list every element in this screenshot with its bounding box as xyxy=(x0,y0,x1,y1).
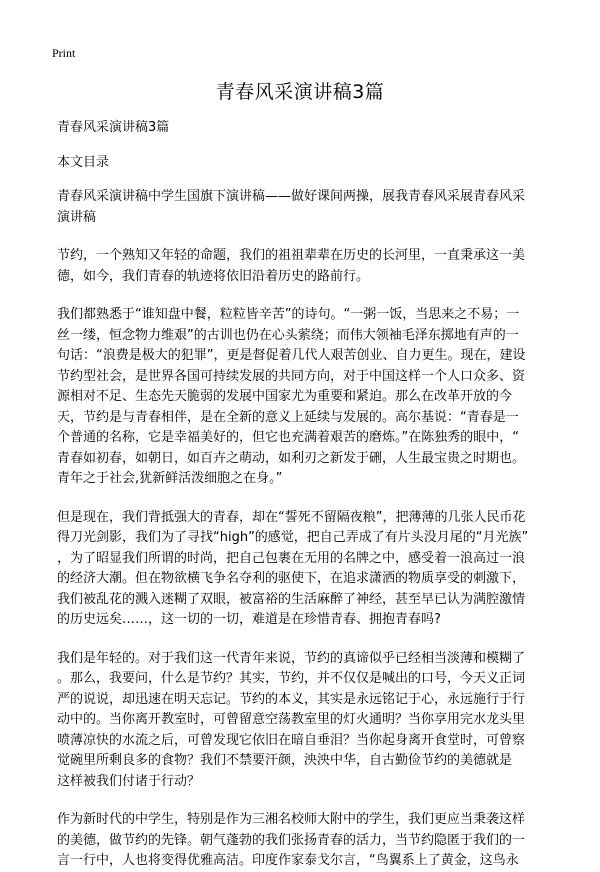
text-line: ，为了昭显我们所谓的时尚，把自己包裹在无用的名牌之中，感受着一浪高过一浪 xyxy=(57,550,526,566)
text-line: 节约型社会，是世界各国可持续发展的共同方向，对于中国这样一个人口众多、资 xyxy=(57,368,526,384)
text-line: 我们都熟悉于“谁知盘中餐，粒粒皆辛苦”的诗句。“一粥一饭，当思来之不易；一 xyxy=(57,307,520,322)
text-line: 我们被乱花的溅入迷糊了双眼，被富裕的生活麻醉了神经，甚至早已认为满腔激情 xyxy=(57,591,526,607)
text-line: 青年之于社会,犹新鲜活泼细胞之在身。” xyxy=(57,471,283,486)
text-line: 我们是年轻的。对于我们这一代青年来说，节约的真谛似乎已经相当淡薄和模糊了 xyxy=(57,650,526,666)
text-line: 源相对不足、生态先天脆弱的发展中国家尤为重要和紧迫。那么在改革开放的今 xyxy=(57,389,513,404)
text-line: 言一行中，人也将变得优雅高洁。印度作家泰戈尔言，“鸟翼系上了黄金，这鸟永 xyxy=(57,853,519,868)
paragraph-4 xyxy=(57,649,543,793)
document-body xyxy=(57,118,543,872)
paragraph-2 xyxy=(57,305,543,490)
text-line: 丝一缕，恒念物力维艰”的古训也仍在心头萦绕；而伟大领袖毛泽东掷地有声的一 xyxy=(57,327,519,343)
toc-entry-line: 演讲稿 xyxy=(57,209,97,225)
text-line: 青春如初春，如朝日，如百卉之萌动，如利刃之新发于硎，人生最宝贵之时期也。 xyxy=(57,450,526,466)
text-line: 喷薄凉快的水流之后，可曾发现它依旧在暗自垂泪？当你起身离开食堂时，可曾察 xyxy=(57,732,526,748)
print-label: Print xyxy=(52,46,76,60)
text-line: 这样被我们付诸于行动？ xyxy=(57,773,201,789)
text-line: 得刀光剑影，我们为了寻找“high”的感觉，把自己弄成了有片头没月尾的“月光族” xyxy=(57,530,529,545)
paragraph-5 xyxy=(57,810,543,872)
text-line: 的美德，做节约的先锋。朝气蓬勃的我们张扬青春的活力，当节约隐匿于我们的一 xyxy=(57,832,526,848)
text-line: 天，节约是与青春相伴，是在全新的意义上延续与发展的。高尔基说：“青春是一 xyxy=(57,409,519,425)
text-line: 。那么，我要问，什么是节约？其实，节约，并不仅仅是喊出的口号，今天义正词 xyxy=(57,671,526,686)
document-subtitle: 青春风采演讲稿3篇 xyxy=(57,120,170,135)
paragraph-1 xyxy=(57,246,543,287)
text-line: 作为新时代的中学生，特别是作为三湘名校师大附中的学生，我们更应当秉袭这样 xyxy=(57,812,526,827)
text-line: 觉碗里所剩良多的食物？我们不禁要汗颜，泱泱中华，自古勤俭节约的美德就是 xyxy=(57,753,513,768)
document-title: 青春风采演讲稿3篇 xyxy=(215,81,385,103)
text-line: 个普通的名称，它是幸福美好的，但它也充满着艰苦的磨炼。”在陈独秀的眼中，“ xyxy=(57,430,519,445)
text-line: 的历史远矣……，这一切的一切，难道是在珍惜青春、拥抱青春吗? xyxy=(57,612,441,627)
toc-entry[interactable] xyxy=(57,187,543,228)
text-line: 的经济大潮。但在物欲横飞争名夺利的驱使下，在追求潇洒的物质享受的刺激下， xyxy=(57,571,526,586)
text-line: 动中的。当你离开教室时，可曾留意空荡教室里的灯火通明？当你享用完水龙头里 xyxy=(57,712,526,727)
text-line: 句话：“浪费是极大的犯罪”，更是督促着几代人艰苦创业、自力更生。现在，建设 xyxy=(57,348,526,363)
text-line: 节约，一个熟知又年轻的命题，我们的祖祖辈辈在历史的长河里，一直秉承这一美 xyxy=(57,248,526,263)
text-line: 但是现在，我们背抵强大的青春，却在“誓死不留隔夜粮”，把薄薄的几张人民币花 xyxy=(57,509,526,525)
paragraph-3 xyxy=(57,508,543,631)
text-line: 严的说说，却迅速在明天忘记。节约的本义，其实是永远铭记于心，永远施行于行 xyxy=(57,691,526,707)
toc-entry-line: 青春风采演讲稿中学生国旗下演讲稿——做好课间两操，展我青春风采展青春风采 xyxy=(57,189,526,204)
toc-heading: 本文目录 xyxy=(57,154,110,170)
text-line: 德，如今，我们青春的轨迹将依旧沿着历史的路前行。 xyxy=(57,268,370,284)
